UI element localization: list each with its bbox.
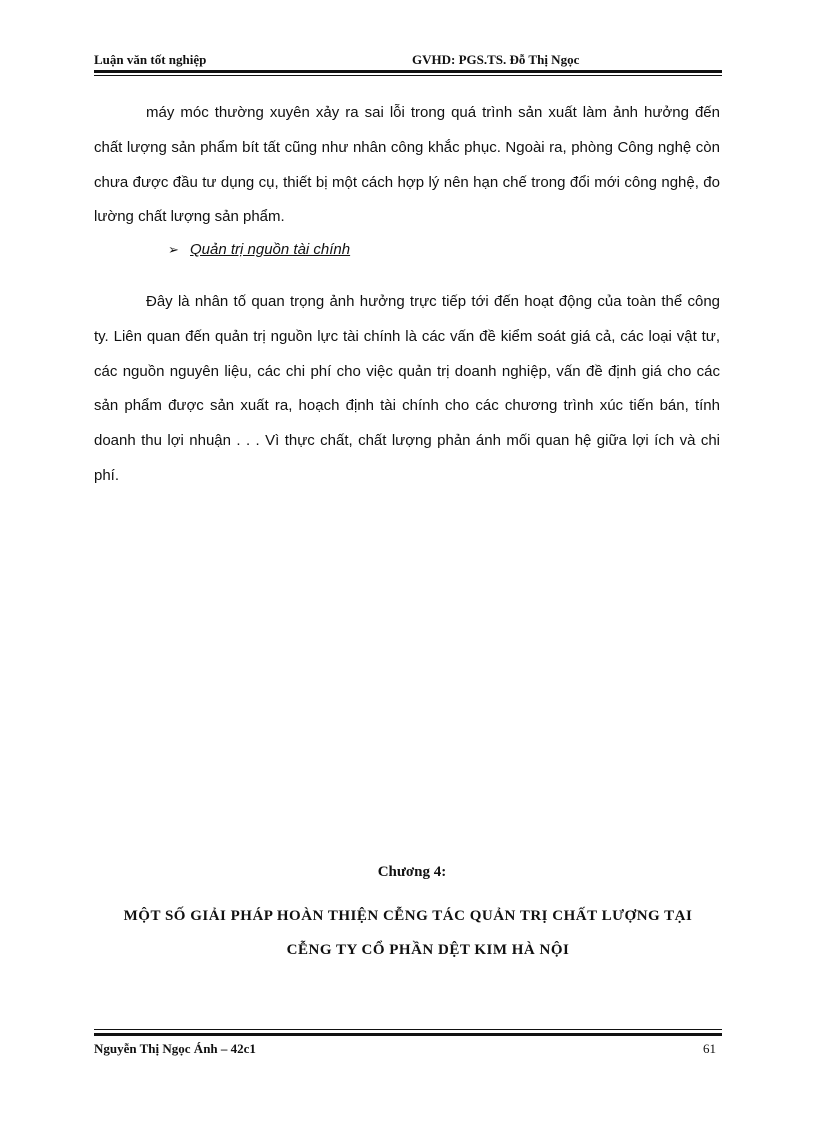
page-number: 61	[703, 1041, 716, 1056]
page-footer	[94, 1041, 722, 1059]
header-rule-thin	[94, 75, 722, 76]
footer-author: Nguyễn Thị Ngọc Ánh – 42c1	[94, 1041, 256, 1056]
section-heading	[168, 241, 350, 269]
header-thesis-label: Luận văn tốt nghiệp	[94, 52, 207, 67]
section-heading-text: Quản trị nguồn tài chính	[190, 241, 351, 258]
footer-rule-thin	[94, 1029, 722, 1030]
arrow-bullet-icon: ➢	[168, 242, 179, 257]
chapter-title-line-2: CỄNG TY CỔ PHẦN DỆT KIM HÀ NỘI	[286, 942, 570, 958]
header-rule-thick	[94, 70, 722, 73]
footer-rule-thick	[94, 1033, 722, 1036]
body-paragraph-2: Đây là nhân tố quan trọng ảnh hưởng trực tiếp tới đến hoạt động của toàn thể công ty. Liên quan đến quản trị nguồn lực tài chính là các vấn đề kiểm soát giá cả, các loại vật tư, các nguồn nguyên liệu, các chi phí cho việc quản trị doanh nghiệp, vấn đề định giá cho các sản phẩm được sản xuất ra, hoạch định tài chính cho các chương trình xúc tiến bán, tính doanh thu lợi nhuận . . . Vì thực chất, chất lượng phản ánh mối quan hệ giữa lợi ích và chi phí.	[94, 293, 720, 484]
page-header	[94, 52, 722, 68]
chapter-label: Chương 4:	[377, 864, 447, 880]
body-paragraph-1: máy móc thường xuyên xảy ra sai lỗi trong quá trình sản xuất làm ảnh hưởng đến chất lượng sản phẩm bít tất cũng như nhân công khắc phục. Ngoài ra, phòng Công nghệ còn chưa được đầu tư dụng cụ, thiết bị một cách hợp lý nên hạn chế trong đổi mới công nghệ, đo lường chất lượng sản phẩm.	[94, 104, 720, 226]
header-supervisor: GVHD: PGS.TS. Đỗ Thị Ngọc	[412, 52, 580, 67]
chapter-title-line-1: MỘT SỐ GIẢI PHÁP HOÀN THIỆN CỄNG TÁC QUẢN TRỊ CHẤT LƯỢNG TẠI	[123, 908, 693, 924]
